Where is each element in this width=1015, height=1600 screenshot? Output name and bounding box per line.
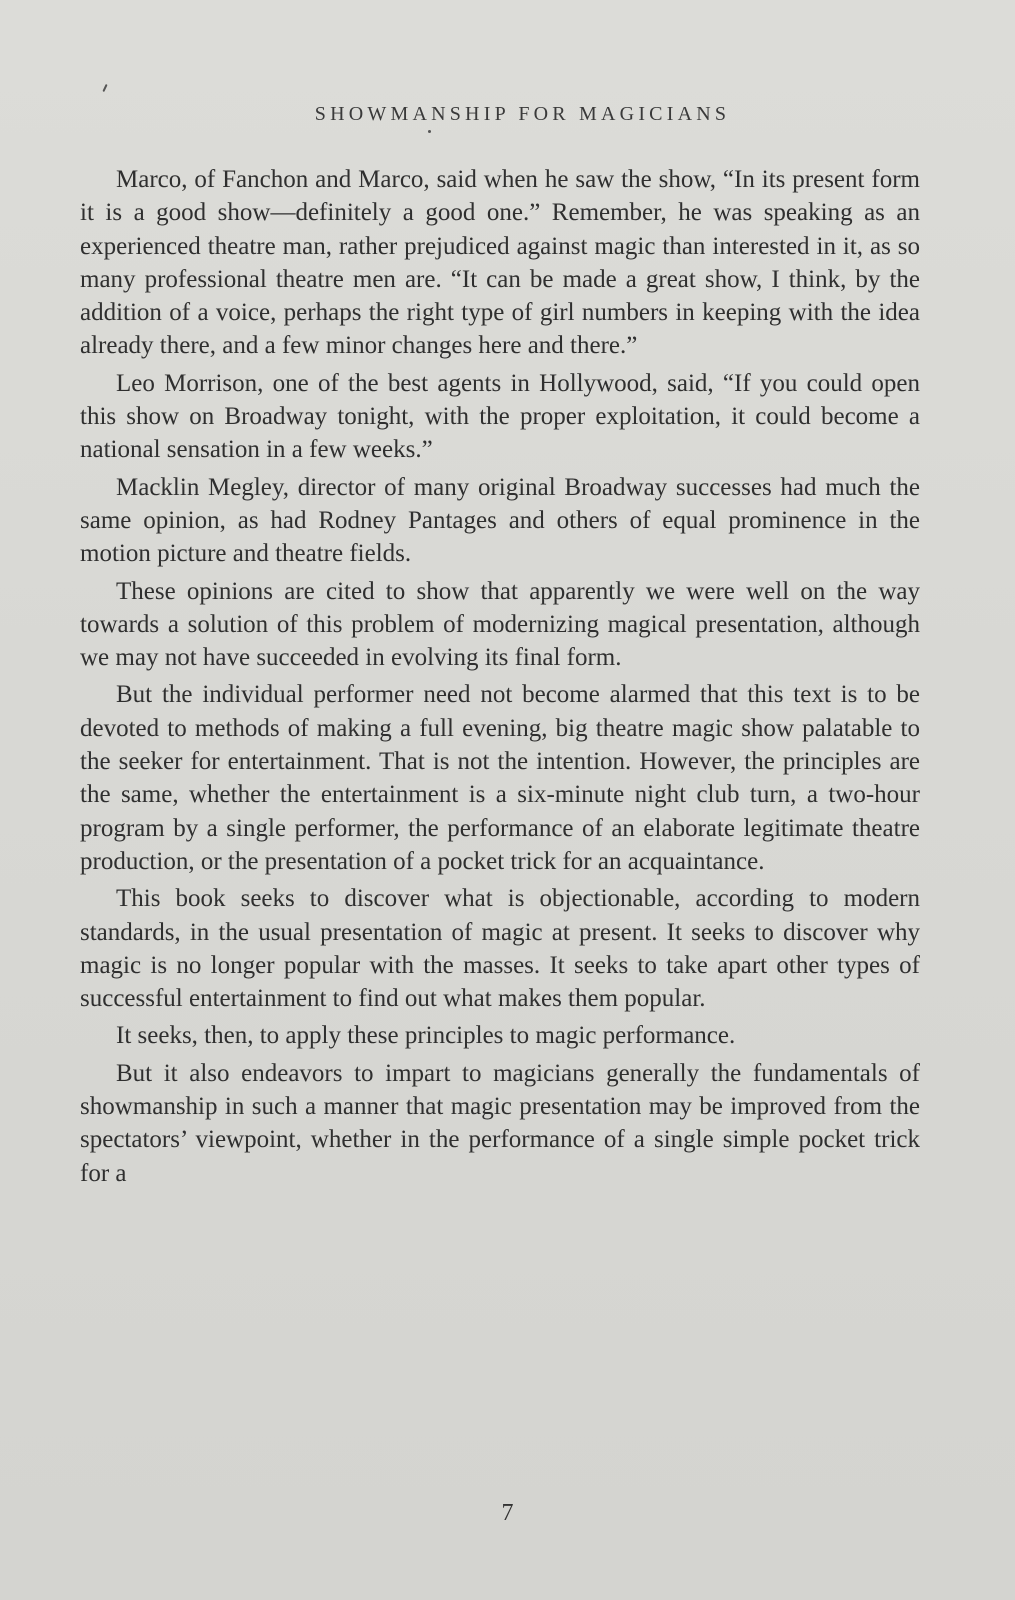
paragraph-8: But it also endeavors to impart to magicians generally the fundamentals of showmanship in such a manner that magic presentation may be improved from the spectators’ viewpoint, whether in the performance of a single simple pocket trick for a bbox=[80, 1059, 920, 1187]
page-number: 7 bbox=[501, 1500, 514, 1526]
paragraph-6: This book seeks to discover what is objectionable, according to modern standards, in the usual presentation of magic at present. It seeks to discover why magic is no longer popular with the masses. It seeks to take apart other types of successful entertainment to find out what makes them popular. bbox=[80, 885, 920, 1013]
paragraph-7: It seeks, then, to apply these principles to magic performance. bbox=[116, 1022, 736, 1050]
paragraph-1: Marco, of Fanchon and Marco, said when he saw the show, “In its present form it is a good show—definitely a good one.” Remember, he was speaking as an experienced theatre man, rather prejudiced against magic than interested in it, as so many professional theatre men are. “It can be made a great show, I think, by the addition of a voice, perhaps the right type of girl numbers in keeping with the idea already there, and a few minor changes here and there.” bbox=[80, 166, 920, 360]
paragraph-5: But the individual performer need not become alarmed that this text is to be devoted to methods of making a full evening, big theatre magic show palatable to the seeker for entertainment. That is not the intention. However, the principles are the same, whether the entertainment is a six-minute night club turn, a two-hour program by a single performer, the performance of an elaborate legitimate theatre production, or the presentation of a pocket trick for an acquaintance. bbox=[80, 681, 920, 875]
running-header: SHOWMANSHIP FOR MAGICIANS bbox=[314, 103, 731, 125]
paragraph-4: These opinions are cited to show that apparently we were well on the way towards a solution of this problem of modernizing magical presentation, although we may not have succeeded in evolving its final form. bbox=[80, 577, 920, 672]
paragraph-3: Macklin Megley, director of many original Broadway successes had much the same opinion, as had Rodney Pantages and others of equal prominence in the motion picture and theatre fields. bbox=[80, 473, 920, 568]
print-speck bbox=[428, 130, 431, 133]
paragraph-2: Leo Morrison, one of the best agents in Hollywood, said, “If you could open this show on Broadway tonight, with the proper exploitation, it could become a national sensation in a few weeks.” bbox=[80, 369, 920, 464]
body-text bbox=[80, 163, 920, 1194]
pencil-mark bbox=[102, 84, 107, 92]
